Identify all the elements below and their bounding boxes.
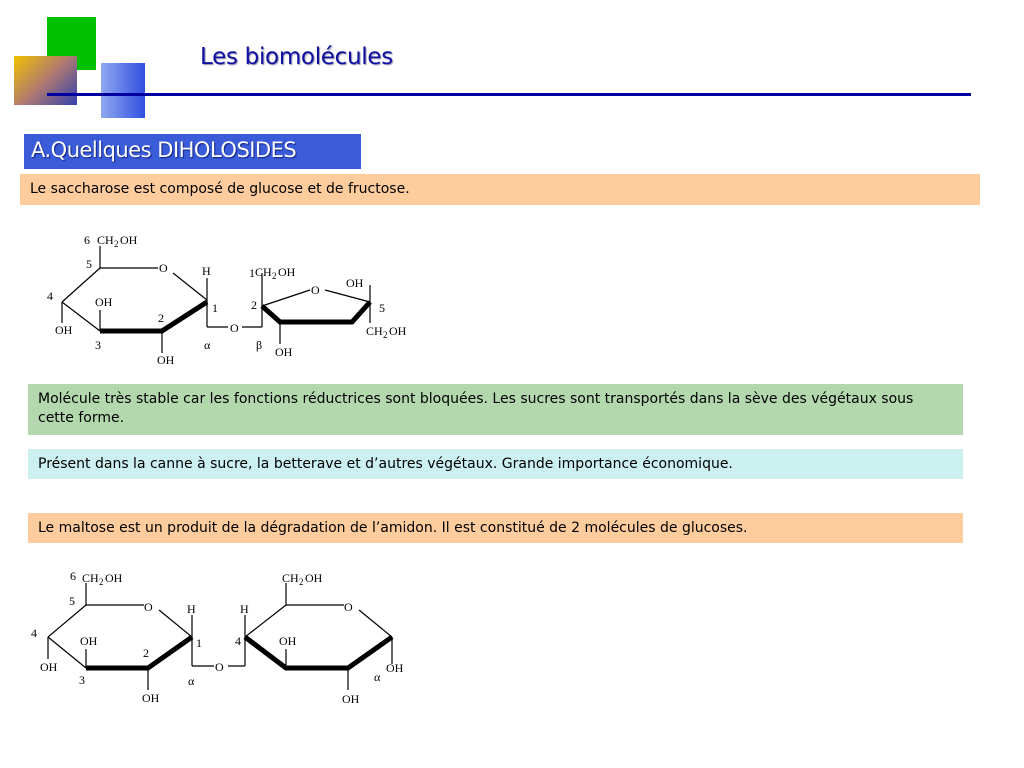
atom-label-sucrose-fru-sub2: 2 [272,271,277,281]
atom-label-maltose-a-oh: OH [105,571,123,585]
atom-label-maltose-link-o: O [215,660,224,674]
atom-label-sucrose-glc-c4: 4 [47,289,53,303]
atom-label-sucrose-glc-ch2: CH [97,233,114,247]
atom-label-maltose-a-c6: 6 [70,569,76,583]
atom-label-sucrose-glc-c2: 2 [158,311,164,325]
atom-label-sucrose-fru-c6-ch2: CH [366,324,383,338]
atom-label-sucrose-glc-oh: OH [120,233,138,247]
atom-label-maltose-alpha2: α [374,670,381,684]
atom-label-maltose-a-c3-oh: OH [80,634,98,648]
atom-label-maltose-a-sub2: 2 [99,577,104,587]
atom-label-sucrose-glc-sub2: 2 [114,239,119,249]
atom-label-sucrose-fru-c1: 1 [249,266,255,280]
atom-label-maltose-b-ring-o: O [344,600,353,614]
decorative-gradient-square [14,56,77,105]
atom-label-maltose-b-oh: OH [305,571,323,585]
atom-label-sucrose-glc-c6: 6 [84,233,90,247]
atom-label-maltose-b-ch2: CH [282,571,299,585]
atom-label-sucrose-fru-ring-o: O [311,283,320,297]
atom-label-maltose-b-c1-oh: OH [386,661,404,675]
saccharose-note: Le saccharose est composé de glucose et de fructose. [20,174,980,205]
atom-label-maltose-b-h: H [240,602,249,616]
maltose-note: Le maltose est un produit de la dégradation de l’amidon. Il est constitué de 2 molécules de glucoses. [28,513,963,543]
atom-label-sucrose-glc-c3: 3 [95,338,101,352]
atom-label-sucrose-fru-top-oh: OH [346,276,364,290]
atom-label-maltose-a-h: H [187,602,196,616]
atom-label-maltose-a-c4: 4 [31,626,37,640]
atom-label-sucrose-fru-c6-sub2: 2 [383,330,388,340]
title-divider [47,93,971,96]
atom-label-sucrose-fru-ch2: CH [255,265,272,279]
atom-label-sucrose-fru-c6-oh: OH [389,324,407,338]
atom-label-maltose-a-ch2: CH [82,571,99,585]
atom-label-sucrose-fru-c5: 5 [379,301,385,315]
atom-label-maltose-a-c1: 1 [196,636,202,650]
decorative-blue-square [101,63,145,118]
atom-label-maltose-a-c4-oh: OH [40,660,58,674]
atom-label-sucrose-glc-c3-oh: OH [95,295,113,309]
atom-label-sucrose-glc-h: H [202,264,211,278]
atom-label-maltose-a-ring-o: O [144,600,153,614]
atom-label-sucrose-glc-c4-oh: OH [55,323,73,337]
atom-label-sucrose-fru-c2: 2 [251,298,257,312]
atom-label-maltose-a-c2: 2 [143,646,149,660]
atom-label-maltose-b-c4: 4 [235,634,241,648]
atom-label-maltose-b-c3-oh: OH [279,634,297,648]
sucrose-structure [40,228,420,373]
atom-label-sucrose-glc-ring-o: O [159,261,168,275]
atom-label-maltose-a-c3: 3 [79,673,85,687]
atom-label-sucrose-glc-c1: 1 [212,301,218,315]
atom-label-sucrose-fru-oh: OH [278,265,296,279]
stability-note: Molécule très stable car les fonctions réductrices sont bloquées. Les sucres sont transportés dans la sève des végétaux sous cette forme. [28,384,963,435]
occurrence-note: Présent dans la canne à sucre, la betterave et d’autres végétaux. Grande importance économique. [28,449,963,479]
atom-label-sucrose-glc-c2-oh: OH [157,353,175,367]
atom-label-sucrose-glc-c5: 5 [86,257,92,271]
maltose-structure [26,565,416,715]
atom-label-sucrose-beta: β [256,338,263,352]
section-heading: A.Quellques DIHOLOSIDES [24,134,361,169]
atom-label-maltose-b-sub2: 2 [299,577,304,587]
atom-label-maltose-a-c5: 5 [69,594,75,608]
atom-label-sucrose-alpha: α [204,338,211,352]
atom-label-maltose-b-c2-oh: OH [342,692,360,706]
slide-title: Les biomolécules [200,44,393,70]
atom-label-sucrose-link-o: O [230,321,239,335]
atom-label-maltose-alpha1: α [188,674,195,688]
atom-label-maltose-a-c2-oh: OH [142,691,160,705]
atom-label-sucrose-fru-bottom-oh: OH [275,345,293,359]
